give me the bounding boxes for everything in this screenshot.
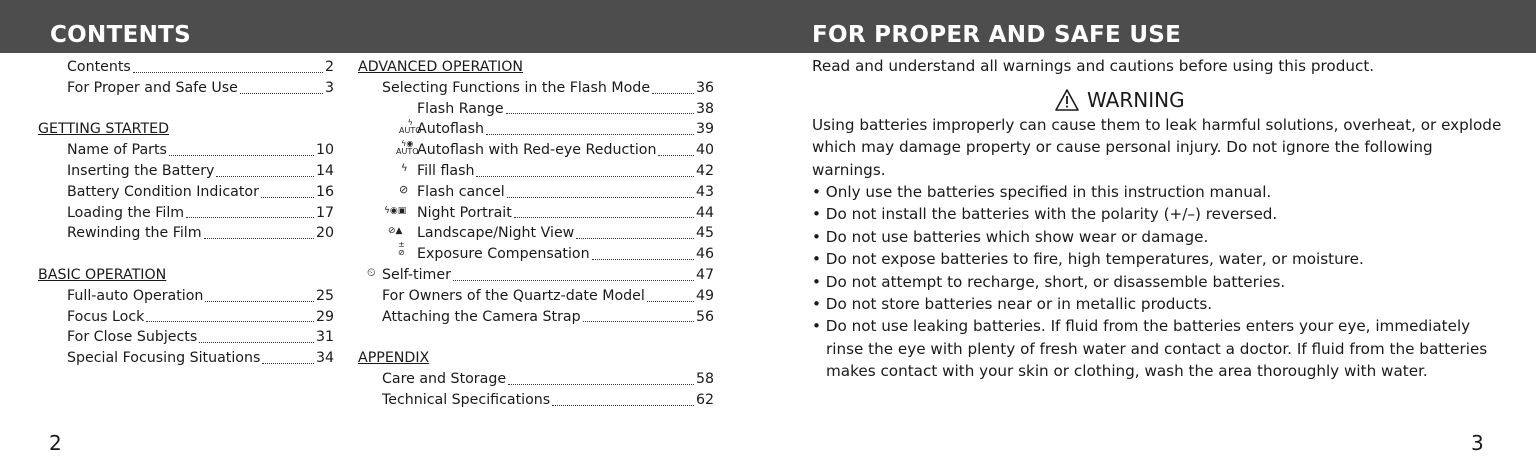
toc-entry[interactable]: ⊘ Flash cancel 43 <box>399 182 714 200</box>
self-timer-icon: ⏲ <box>367 265 376 279</box>
list-item: • Do not use batteries which show wear or damage. <box>812 226 1502 248</box>
toc-entry[interactable]: ϟ◉▣ Night Portrait 44 <box>384 204 714 221</box>
night-portrait-icon: ϟ◉▣ <box>384 205 407 216</box>
section-heading-advanced-operation[interactable]: ADVANCED OPERATION <box>358 59 524 75</box>
toc-entry[interactable]: Focus Lock 29 <box>67 308 334 325</box>
fill-flash-icon: ϟ <box>401 162 408 174</box>
contents-header-bar <box>0 0 768 53</box>
section-heading-getting-started[interactable]: GETTING STARTED <box>38 121 169 138</box>
toc-entry-contents[interactable]: Contents 2 <box>67 59 334 75</box>
red-eye-autoflash-icon: ϟ◉ AUTO <box>396 139 419 157</box>
toc-entry[interactable]: ϟ AUTO Autoflash 39 <box>399 118 714 138</box>
page-number-left: 2 <box>49 431 62 455</box>
warning-triangle-icon <box>1055 89 1079 111</box>
toc-entry-proper-safe-use[interactable]: For Proper and Safe Use 3 <box>67 79 334 96</box>
toc-getting-started-section <box>38 119 334 244</box>
toc-advanced-operation-section <box>358 57 714 327</box>
toc-entry[interactable]: Rewinding the Film 20 <box>67 225 334 242</box>
toc-entry[interactable]: Full-auto Operation 25 <box>67 287 334 304</box>
toc-entry[interactable]: Selecting Functions in the Flash Mode 36 <box>382 79 714 96</box>
safe-use-title: FOR PROPER AND SAFE USE <box>812 22 1182 48</box>
warning-paragraph: Using batteries improperly can cause them to leak harmful solutions, overheat, or explode which may damage property or cause personal injury. Do not ignore the following warnings. <box>812 116 1502 179</box>
toc-entry[interactable]: Attaching the Camera Strap 56 <box>382 308 714 325</box>
list-item: • Do not install the batteries with the polarity (+/–) reversed. <box>812 203 1502 225</box>
toc-entry[interactable]: ϟ◉ AUTO Autoflash with Red-eye Reduction 40 <box>396 139 714 159</box>
toc-entry[interactable]: Name of Parts 10 <box>67 142 334 159</box>
autoflash-icon: ϟ AUTO <box>399 118 422 136</box>
contents-title: CONTENTS <box>50 22 191 48</box>
toc-entry[interactable]: For Owners of the Quartz-date Model 49 <box>382 287 714 304</box>
toc-entry[interactable]: For Close Subjects 31 <box>67 329 334 346</box>
toc-entry[interactable]: ϟ Fill flash 42 <box>401 162 714 179</box>
toc-entry[interactable]: Technical Specifications 62 <box>382 391 714 408</box>
safe-use-header-bar <box>768 0 1536 53</box>
toc-column-1 <box>38 57 334 390</box>
toc-entry[interactable]: Special Focusing Situations 34 <box>67 350 334 367</box>
toc-basic-operation-section <box>38 265 334 369</box>
toc-entry[interactable]: ⏲ Self-timer 47 <box>367 265 714 283</box>
section-heading-basic-operation[interactable]: BASIC OPERATION <box>38 266 167 283</box>
right-page <box>768 0 1536 471</box>
landscape-night-icon: ⊘▲ <box>388 226 403 237</box>
list-item: • Do not store batteries near or in metallic products. <box>812 293 1502 315</box>
toc-top-section <box>38 57 334 99</box>
warning-bullet-list <box>812 181 1502 383</box>
intro-text: Read and understand all warnings and cautions before using this product. <box>812 57 1375 75</box>
exposure-compensation-icon: ± ⊘ <box>398 240 405 258</box>
toc-entry[interactable]: Battery Condition Indicator 16 <box>67 183 334 200</box>
warning-heading <box>1055 88 1185 112</box>
list-item: • Do not expose batteries to fire, high temperatures, water, or moisture. <box>812 248 1502 270</box>
flash-cancel-icon: ⊘ <box>399 182 409 196</box>
list-item: • Only use the batteries specified in this instruction manual. <box>812 181 1502 203</box>
toc-entry[interactable]: ± ⊘ Exposure Compensation 46 <box>398 240 714 263</box>
toc-appendix-section <box>358 348 714 410</box>
toc-column-2 <box>358 57 714 431</box>
list-item: • Do not attempt to recharge, short, or disassemble batteries. <box>812 271 1502 293</box>
warning-label: WARNING <box>1087 88 1185 112</box>
toc-entry[interactable]: Flash Range 38 <box>417 100 714 117</box>
page-number-right: 3 <box>1471 431 1484 455</box>
toc-entry[interactable]: Loading the Film 17 <box>67 204 334 221</box>
toc-entry[interactable]: Care and Storage 58 <box>382 370 714 387</box>
list-item: • Do not use leaking batteries. If fluid from the batteries enters your eye, immediately rinse the eye with plenty of fresh water and contact a doctor. If fluid from the batteries makes contact with your skin or clothing, wash the area thoroughly with water. <box>812 315 1502 382</box>
toc-entry[interactable]: Inserting the Battery 14 <box>67 162 334 179</box>
section-heading-appendix[interactable]: APPENDIX <box>358 350 430 367</box>
toc-entry[interactable]: ⊘▲ Landscape/Night View 45 <box>388 225 714 242</box>
